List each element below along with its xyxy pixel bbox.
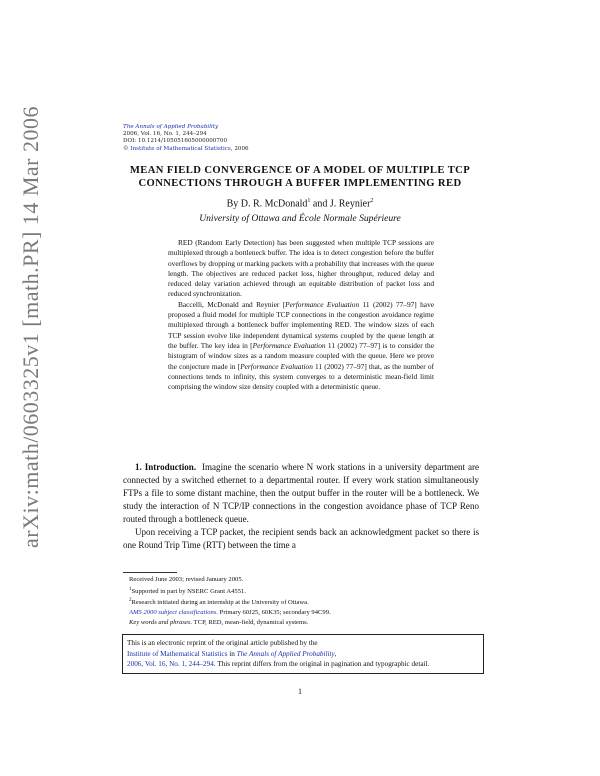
volume-link[interactable]: 2006, Vol. 16, No. 1, 244–294 <box>127 660 214 669</box>
ams-link[interactable]: AMS 2000 subject classifications. <box>129 609 219 617</box>
arxiv-sidebar-stamp: arXiv:math/0603325v1 [math.PR] 14 Mar 2006 <box>18 105 43 548</box>
footnote-1: $^1$Supported in part by NSERC Grant A4551. <box>129 586 246 595</box>
paper-title <box>118 165 482 190</box>
journal-name[interactable]: The Annals of Applied Probability <box>123 124 219 130</box>
copyright: © Institute of Mathematical Statistics, 2006 <box>123 145 249 152</box>
intro-paragraph-2: Upon receiving a TCP packet, the recipient sends back an acknowledgment packet so there is one Round Trip Time (RTT) between the time a <box>123 527 479 550</box>
abstract-paragraph-2: Baccelli, McDonald and Reynier [Performance Evaluation 11 (2002) 77–97] have proposed a fluid model for multiple TCP connections in the congestion avoidance regime multiplexed through a bottleneck buffer implementing RED. The window sizes of each TCP session evolve like independent dynamical systems coupled by the queue length at the buffer. The key idea in [Performance Evaluation 11 (2002) 77–97] is to consider the histogram of window sizes as a random measure coupled with the queue. Here we prove the conjecture made in [Performance Evaluation 11 (2002) 77–97] that, as the number of connections tends to infinity, this system converges to a deterministic mean-field limit comprising the window size density coupled with a deterministic queue. <box>168 299 434 392</box>
volume-info: 2006, Vol. 16, No. 1, 244–294 <box>123 131 207 138</box>
journal-link[interactable]: The Annals of Applied Probability <box>236 649 335 658</box>
abstract <box>168 238 434 392</box>
author-footnote-1: 1 <box>307 198 311 204</box>
ims-link[interactable]: Institute of Mathematical Statistics <box>127 649 228 658</box>
title-line-2: CONNECTIONS THROUGH A BUFFER IMPLEMENTING RED <box>138 177 462 189</box>
page-number: 1 <box>298 687 302 696</box>
ams-classification: AMS 2000 subject classifications. Primary 60J25, 60K35; secondary 94C99. <box>129 609 331 617</box>
affiliation: University of Ottawa and École Normale Supérieure <box>199 213 401 224</box>
copyright-org-link[interactable]: Institute of Mathematical Statistics <box>130 145 231 152</box>
section-heading: 1. Introduction. <box>135 462 197 472</box>
authors: By D. R. McDonald$^1$ and J. Reynier$^2$ <box>226 198 374 210</box>
journal-header <box>123 124 249 153</box>
reprint-notice-box: This is an electronic reprint of the original article published by the Institute of Mathematical Statistics in The Annals of Applied Probability, 2006, Vol. 16, No. 1, 244–294. This reprint differs from the original in pagination and typographic detail. <box>122 634 484 674</box>
intro-paragraph-1: 1. Introduction. Imagine the scenario where N work stations in a university department are connected by a switched ethernet to a departmental router. If every work station simultaneously FTPs a file to some distant machine, then the output buffer in the router will be a bottleneck. We study the interaction of N TCP/IP connections in the congestion avoidance phase of TCP Reno routed through a bottleneck queue. <box>123 462 479 524</box>
footnote-2: $^2$Research initiated during an internship at the University of Ottawa. <box>129 598 309 607</box>
footnote-rule <box>123 572 177 573</box>
author-footnote-2: 2 <box>370 198 374 204</box>
footnotes <box>123 575 479 627</box>
introduction-section <box>123 461 479 552</box>
title-line-1: MEAN FIELD CONVERGENCE OF A MODEL OF MULTIPLE TCP <box>129 165 471 176</box>
received-note: Received June 2003; revised January 2005. <box>129 576 244 583</box>
keywords: Key words and phrases. TCP, RED, mean-field, dynamical systems. <box>129 618 309 626</box>
abstract-paragraph-1: RED (Random Early Detection) has been suggested when multiple TCP sessions are multiplexed through a bottleneck buffer. The idea is to detect congestion before the buffer overflows by dropping or marking packets with a probability that increases with the queue length. The objectives are reduced packet loss, higher throughput, reduced delay and reduced delay variation achieved through an equitable distribution of packet loss and reduced synchronization. <box>168 238 434 299</box>
doi: DOI: 10.1214/105051605000000700 <box>123 138 228 145</box>
